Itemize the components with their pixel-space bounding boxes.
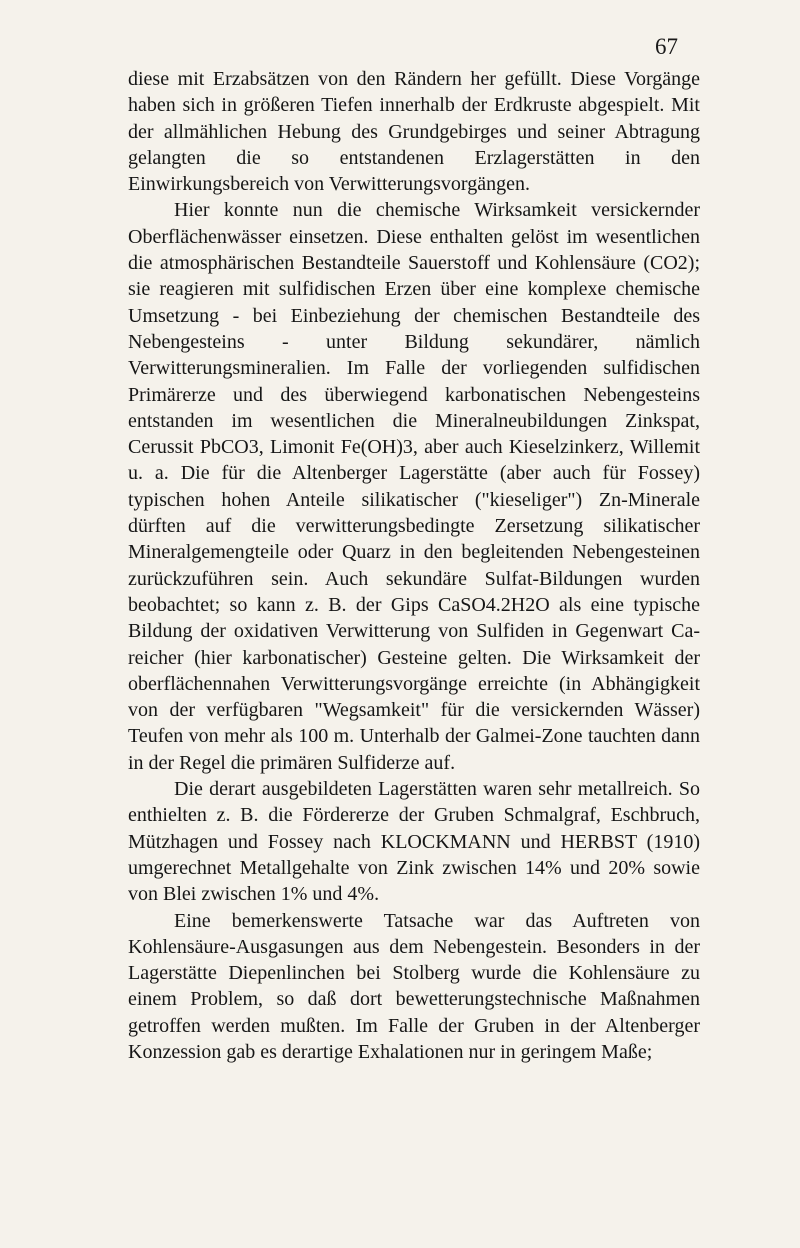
body-text	[128, 66, 700, 1065]
paragraph-carbon-dioxide: Eine bemerkenswerte Tatsache war das Auftreten von Kohlensäure-Ausgasungen aus dem Nebengestein. Besonders in der Lagerstätte Diepenlinchen bei Stolberg wurde die Kohlensäure zu einem Problem, so daß dort bewetterungstechnische Maßnahmen getroffen werden mußten. Im Falle der Gruben in der Altenberger Konzession gab es derartige Exhalationen nur in geringem Maße;	[128, 909, 700, 1063]
page-number: 67	[655, 34, 678, 59]
paragraph-metal-content: Die derart ausgebildeten Lagerstätten waren sehr metallreich. So enthielten z. B. die Fördererze der Gruben Schmalgraf, Eschbruch, Mützhagen und Fossey nach KLOCKMANN und HERBST (1910) umgerechnet Metallgehalte von Zink zwischen 14% und 20% sowie von Blei zwischen 1% und 4%.	[128, 778, 700, 906]
paragraph-weathering: Hier konnte nun die chemische Wirksamkeit versickernder Oberflächenwässer einsetzen. Diese enthalten gelöst im wesentlichen die atmosphärischen Bestandteile Sauerstoff und Kohlensäure (CO2); sie reagieren mit sulfidischen Erzen über eine komplexe chemische Umsetzung - bei Einbeziehung der chemischen Bestandteile des Nebengesteins - unter Bildung sekundärer, nämlich Verwitterungsmineralien. Im Falle der vorliegenden sulfidischen Primärerze und des überwiegend karbonatischen Nebengesteins entstanden im wesentlichen die Mineralneubildungen Zinkspat, Cerussit PbCO3, Limonit Fe(OH)3, aber auch Kieselzinkerz, Willemit u. a. Die für die Altenberger Lagerstätte (aber auch für Fossey) typischen hohen Anteile silikatischer ("kieseliger") Zn-Minerale dürften auf die verwitterungsbedingte Zersetzung silikatischer Mineralgemengteile oder Quarz in den begleitenden Nebengesteinen zurückzuführen sein. Auch sekundäre Sulfat-Bildungen wurden beobachtet; so kann z. B. der Gips CaSO4.2H2O als eine typische Bildung der oxidativen Verwitterung von Sulfiden in Gegenwart Ca-reicher (hier karbonatischer) Gesteine gelten. Die Wirksamkeit der oberflächennahen Verwitterungsvorgänge erreichte (in Abhängigkeit von der verfügbaren "Wegsamkeit" für die versickernden Wässer) Teufen von mehr als 100 m. Unterhalb der Galmei-Zone tauchten dann in der Regel die primären Sulfiderze auf.	[128, 199, 700, 774]
paragraph-continuation: diese mit Erzabsätzen von den Rändern her gefüllt. Diese Vorgänge haben sich in größeren Tiefen innerhalb der Erdkruste abgespielt. Mit der allmählichen Hebung des Grundgebirges und seiner Abtragung gelangten die so entstandenen Erzlagerstätten in den Einwirkungsbereich von Verwitterungsvorgängen.	[128, 68, 700, 196]
